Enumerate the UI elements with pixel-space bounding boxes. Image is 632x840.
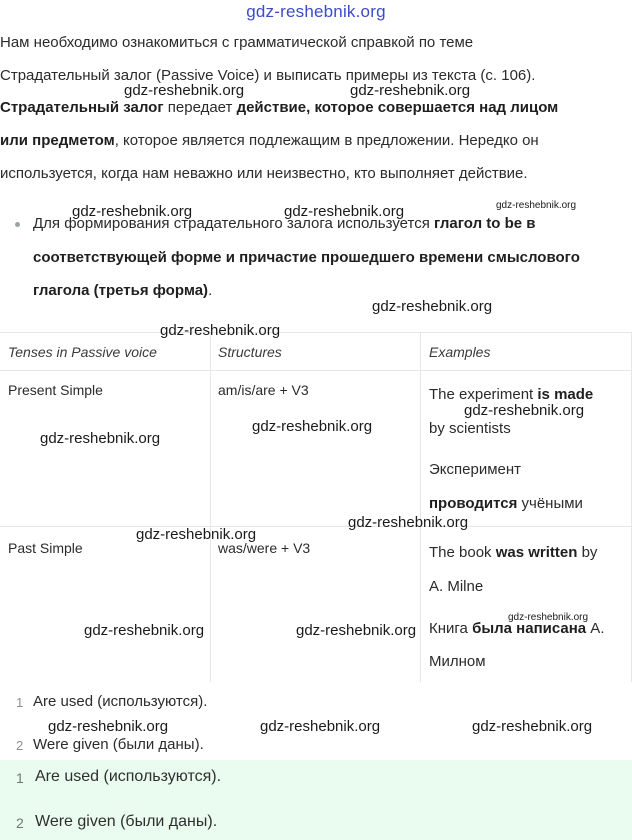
bullet-plain: Для формирования страдательного залога используется	[33, 215, 435, 232]
table-top-border	[0, 332, 632, 333]
definition-line-3: используется, когда нам неважно или неизвестно, кто выполняет действие.	[0, 165, 528, 182]
example-bold: была написана	[472, 620, 587, 637]
intro-line-1: Нам необходимо ознакомиться с грамматической справкой по теме	[0, 34, 474, 51]
table-col-border-2	[420, 332, 421, 682]
watermark: gdz-reshebnik.org	[160, 322, 281, 339]
table-cell-structure: was/were + V3	[218, 540, 311, 556]
table-cell-example-en	[429, 386, 593, 403]
answer-item: Were given (были даны).	[35, 813, 218, 830]
example-bold: проводится	[429, 495, 518, 512]
example-text: учёными	[517, 495, 583, 512]
watermark: gdz-reshebnik.org	[124, 82, 245, 99]
table-cell-example-ru-2	[429, 495, 583, 512]
example-text: by	[577, 544, 598, 561]
answer-number: 1	[16, 770, 24, 786]
definition-mid: передает	[163, 99, 237, 116]
definition-rest: , которое является подлежащим в предложении. Нередко он	[114, 132, 539, 149]
list-item: Were given (были даны).	[33, 736, 204, 753]
table-header-tenses: Tenses in Passive voice	[8, 344, 157, 360]
watermark: gdz-reshebnik.org	[350, 82, 471, 99]
list-item: Are used (используются).	[33, 693, 208, 710]
table-col-border-1	[210, 332, 211, 682]
table-row-border	[0, 526, 632, 527]
answer-number: 2	[16, 815, 24, 831]
example-bold: is made	[537, 386, 594, 403]
watermark: gdz-reshebnik.org	[72, 203, 193, 220]
definition-line-1	[0, 99, 558, 116]
watermark: gdz-reshebnik.org	[284, 203, 405, 220]
list-number: 2	[16, 738, 24, 753]
example-bold: was written	[495, 544, 578, 561]
table-cell-example-en-2: A. Milne	[429, 578, 484, 595]
table-cell-tense: Present Simple	[8, 382, 103, 398]
list-number: 1	[16, 695, 24, 710]
watermark: gdz-reshebnik.org	[40, 430, 161, 447]
definition-term: Страдательный залог	[0, 99, 164, 116]
watermark: gdz-reshebnik.org	[296, 622, 417, 639]
table-header-examples: Examples	[429, 344, 491, 360]
table-cell-example-ru: Эксперимент	[429, 461, 522, 478]
watermark: gdz-reshebnik.org	[496, 200, 577, 211]
watermark: gdz-reshebnik.org	[508, 612, 589, 623]
table-header-border	[0, 370, 632, 371]
definition-bold-2: или предметом	[0, 132, 115, 149]
bullet-dot-icon	[15, 222, 20, 227]
table-cell-example-en	[429, 544, 597, 561]
bullet-end: .	[208, 282, 213, 299]
watermark: gdz-reshebnik.org	[260, 718, 381, 735]
bullet-bold-1: глагол to be в	[434, 215, 536, 232]
watermark: gdz-reshebnik.org	[348, 514, 469, 531]
example-text: А.	[586, 620, 605, 637]
site-header-watermark: gdz-reshebnik.org	[246, 2, 386, 21]
watermark: gdz-reshebnik.org	[84, 622, 205, 639]
answer-item: Are used (используются).	[35, 768, 222, 785]
table-cell-structure: am/is/are + V3	[218, 382, 309, 398]
intro-line-2: Страдательный залог (Passive Voice) и выписать примеры из текста (с. 106).	[0, 67, 536, 84]
watermark: gdz-reshebnik.org	[136, 526, 257, 543]
bullet-line-3	[33, 282, 212, 299]
definition-line-2	[0, 132, 539, 149]
bullet-bold-3: глагола (третья форма)	[33, 282, 209, 299]
watermark: gdz-reshebnik.org	[472, 718, 593, 735]
answer-panel	[0, 760, 632, 840]
bullet-bold-2: соответствующей форме и причастие прошедшего времени смыслового	[33, 249, 580, 266]
example-text: Книга	[429, 620, 473, 637]
table-cell-tense: Past Simple	[8, 540, 83, 556]
example-text: The book	[429, 544, 496, 561]
watermark: gdz-reshebnik.org	[372, 298, 493, 315]
example-text: The experiment	[429, 386, 538, 403]
table-cell-example-en-2: by scientists	[429, 420, 511, 437]
table-header-structures: Structures	[218, 344, 282, 360]
watermark: gdz-reshebnik.org	[252, 418, 373, 435]
watermark: gdz-reshebnik.org	[464, 402, 585, 419]
table-cell-example-ru-2: Милном	[429, 653, 486, 670]
bullet-line-2	[33, 249, 580, 266]
definition-bold: действие, которое совершается над лицом	[236, 99, 559, 116]
watermark: gdz-reshebnik.org	[48, 718, 169, 735]
